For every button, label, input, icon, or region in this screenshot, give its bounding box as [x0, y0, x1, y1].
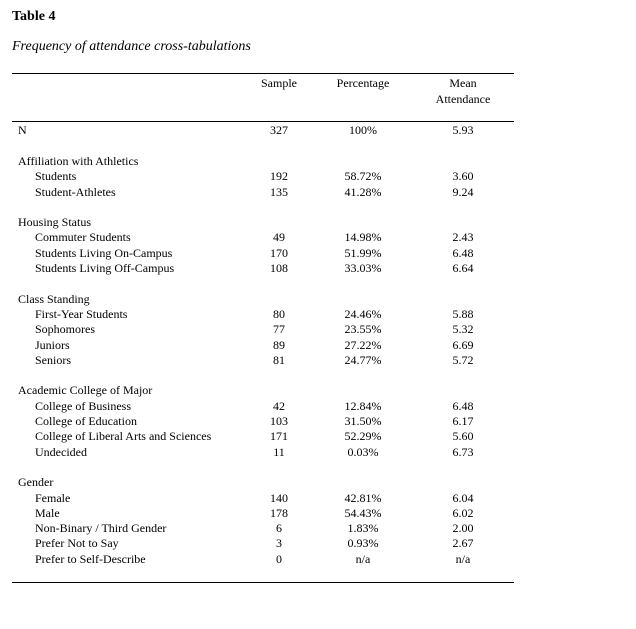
row-mean-attendance: 6.73	[452, 444, 474, 459]
row-label: Sophomores	[35, 322, 95, 337]
group-heading: Class Standing	[18, 291, 90, 306]
row-label: Juniors	[35, 337, 70, 352]
row-sample: 3	[276, 536, 282, 551]
row-percentage: n/a	[355, 551, 371, 566]
table-row	[0, 322, 636, 337]
row-percentage: 52.29%	[344, 429, 382, 444]
group-heading-row	[0, 215, 636, 230]
column-header-mean-line2: Attendance	[435, 92, 491, 106]
row-label: Prefer to Self-Describe	[35, 551, 146, 566]
table-subtitle: Frequency of attendance cross-tabulations	[12, 39, 251, 54]
group-heading-row	[0, 475, 636, 490]
column-header-mean-attendance	[413, 75, 513, 107]
table-body	[0, 122, 636, 567]
column-header-mean-line1: Mean	[449, 76, 477, 90]
row-sample: 170	[270, 245, 288, 260]
row-mean-attendance: 6.69	[452, 337, 474, 352]
row-mean-attendance: 6.48	[452, 398, 474, 413]
top-rule	[12, 73, 514, 74]
row-mean-attendance: 6.02	[452, 505, 474, 520]
table-row	[0, 230, 636, 245]
row-sample: 77	[273, 322, 285, 337]
group-heading-row	[0, 292, 636, 307]
row-label: Seniors	[35, 352, 71, 367]
n-row	[0, 122, 636, 138]
row-sample: 11	[273, 444, 285, 459]
table-title: Table 4	[12, 9, 56, 24]
table-row	[0, 536, 636, 551]
row-label: College of Education	[35, 414, 137, 429]
row-percentage: 41.28%	[344, 184, 382, 199]
row-mean-attendance: 9.24	[452, 184, 474, 199]
row-sample: 42	[273, 398, 285, 413]
row-mean-attendance: 6.17	[452, 414, 474, 429]
n-row-label: N	[18, 123, 27, 137]
table-row	[0, 521, 636, 536]
row-sample: 108	[270, 261, 288, 276]
table-row	[0, 261, 636, 276]
group-heading: Academic College of Major	[18, 383, 153, 398]
row-percentage: 23.55%	[344, 322, 382, 337]
row-sample: 140	[270, 490, 288, 505]
row-mean-attendance: 6.48	[452, 245, 474, 260]
n-row-percentage: 100%	[349, 123, 377, 137]
table-row	[0, 445, 636, 460]
row-sample: 192	[270, 169, 288, 184]
table-row	[0, 429, 636, 444]
row-label: First-Year Students	[35, 306, 128, 321]
n-row-sample: 327	[270, 123, 288, 137]
group-heading: Gender	[18, 475, 54, 490]
group-heading-row	[0, 154, 636, 169]
row-mean-attendance: 2.43	[452, 230, 474, 245]
row-label: Undecided	[35, 444, 87, 459]
row-percentage: 14.98%	[344, 230, 382, 245]
row-mean-attendance: 5.88	[452, 306, 474, 321]
row-percentage: 51.99%	[344, 245, 382, 260]
row-percentage: 33.03%	[344, 261, 382, 276]
row-mean-attendance: 2.67	[452, 536, 474, 551]
row-mean-attendance: n/a	[455, 551, 471, 566]
table-row	[0, 414, 636, 429]
row-percentage: 12.84%	[344, 398, 382, 413]
row-sample: 171	[270, 429, 288, 444]
row-percentage: 24.77%	[344, 352, 382, 367]
table-row	[0, 338, 636, 353]
row-label: Prefer Not to Say	[35, 536, 119, 551]
table-row	[0, 307, 636, 322]
table-row	[0, 246, 636, 261]
row-percentage: 27.22%	[344, 337, 382, 352]
group-spacer	[0, 276, 636, 291]
row-mean-attendance: 2.00	[452, 521, 474, 536]
row-sample: 80	[273, 306, 285, 321]
row-label: Students Living Off-Campus	[35, 261, 175, 276]
row-mean-attendance: 5.60	[452, 429, 474, 444]
row-sample: 135	[270, 184, 288, 199]
row-sample: 0	[276, 551, 282, 566]
row-mean-attendance: 5.72	[452, 352, 474, 367]
table-row	[0, 399, 636, 414]
row-sample: 103	[270, 414, 288, 429]
table-row	[0, 491, 636, 506]
row-mean-attendance: 6.04	[452, 490, 474, 505]
group-spacer	[0, 460, 636, 475]
table-row	[0, 185, 636, 200]
row-percentage: 0.93%	[347, 536, 379, 551]
row-percentage: 1.83%	[347, 521, 379, 536]
table-row	[0, 506, 636, 521]
row-percentage: 24.46%	[344, 306, 382, 321]
row-percentage: 31.50%	[344, 414, 382, 429]
n-row-mean: 5.93	[452, 123, 474, 137]
row-label: Students Living On-Campus	[35, 245, 173, 260]
table-row	[0, 353, 636, 368]
row-mean-attendance: 5.32	[452, 322, 474, 337]
row-label: Female	[35, 490, 71, 505]
group-spacer	[0, 368, 636, 383]
row-label: College of Liberal Arts and Sciences	[35, 429, 212, 444]
row-percentage: 54.43%	[344, 505, 382, 520]
group-heading: Housing Status	[18, 215, 92, 230]
group-heading: Affiliation with Athletics	[18, 154, 139, 168]
row-label: Male	[35, 505, 60, 520]
row-label: Students	[35, 169, 77, 184]
row-sample: 6	[276, 521, 282, 536]
row-percentage: 0.03%	[347, 444, 379, 459]
table-row	[0, 169, 636, 184]
table-row	[0, 552, 636, 567]
row-label: Non-Binary / Third Gender	[35, 521, 167, 536]
row-sample: 81	[273, 352, 285, 367]
row-mean-attendance: 3.60	[452, 169, 474, 184]
row-percentage: 58.72%	[344, 169, 382, 184]
row-percentage: 42.81%	[344, 490, 382, 505]
row-sample: 49	[273, 230, 285, 245]
group-spacer	[0, 200, 636, 215]
row-sample: 89	[273, 337, 285, 352]
row-label: College of Business	[35, 398, 131, 413]
bottom-rule	[12, 582, 514, 583]
row-sample: 178	[270, 505, 288, 520]
column-header-sample: Sample	[261, 76, 297, 90]
row-mean-attendance: 6.64	[452, 261, 474, 276]
group-heading-row	[0, 383, 636, 398]
row-label: Student-Athletes	[35, 184, 116, 199]
row-label: Commuter Students	[35, 230, 131, 245]
column-header-percentage: Percentage	[336, 76, 390, 90]
